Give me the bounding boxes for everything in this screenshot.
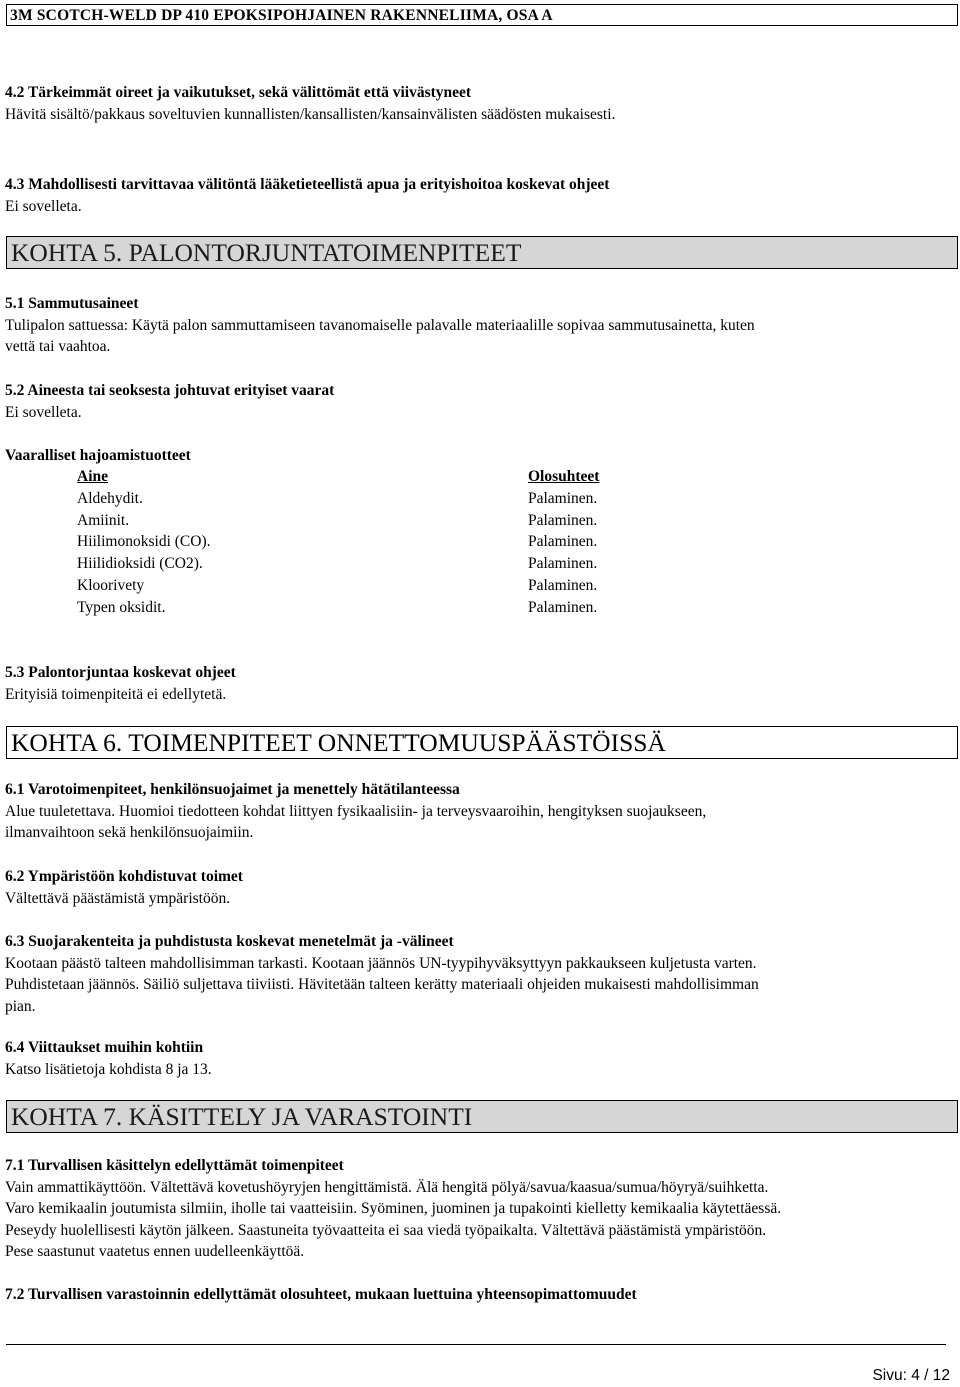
substance-column bbox=[77, 466, 210, 619]
page-number: Sivu: 4 / 12 bbox=[872, 1367, 950, 1384]
section-5-2 bbox=[5, 380, 950, 423]
condition-column bbox=[528, 466, 599, 619]
list-item: Kloorivety bbox=[77, 576, 145, 594]
section-5-1 bbox=[5, 293, 950, 358]
section-6-4 bbox=[5, 1037, 950, 1080]
section-text: Ei sovelleta. bbox=[5, 197, 82, 215]
list-item: Hiilidioksidi (CO2). bbox=[77, 555, 203, 573]
section-4-3 bbox=[5, 174, 950, 217]
section-text-line: Alue tuuletettava. Huomioi tiedotteen kohdat liittyen fysikaalisiin- ja terveysvaaroihin, hengityksen suojaukseen, bbox=[5, 802, 707, 820]
section-text: Katso lisätietoja kohdista 8 ja 13. bbox=[5, 1060, 212, 1078]
kohta-title: KOHTA 6. TOIMENPITEET ONNETTOMUUSPÄÄSTÖISSÄ bbox=[11, 728, 666, 757]
section-text-line: Varo kemikaalin joutumista silmiin, iholle tai vaatteisiin. Syöminen, juominen ja tupakointi kielletty kemikaalia käytettäessä. bbox=[5, 1200, 782, 1217]
list-item: Palaminen. bbox=[528, 511, 598, 529]
list-item: Palaminen. bbox=[528, 576, 598, 594]
products-heading: Vaaralliset hajoamistuotteet bbox=[5, 447, 191, 464]
kohta-title: KOHTA 5. PALONTORJUNTATOIMENPITEET bbox=[11, 238, 522, 267]
kohta-5-heading bbox=[6, 236, 958, 269]
column-header-condition: Olosuhteet bbox=[528, 468, 600, 485]
list-item: Aldehydit. bbox=[77, 489, 143, 507]
kohta-6-heading bbox=[6, 726, 958, 759]
list-item: Palaminen. bbox=[528, 489, 598, 507]
section-heading: 5.2 Aineesta tai seoksesta johtuvat erityiset vaarat bbox=[5, 382, 335, 399]
list-item: Hiilimonoksidi (CO). bbox=[77, 533, 211, 551]
section-text: Hävitä sisältö/pakkaus soveltuvien kunnallisten/kansallisten/kansainvälisten säädösten mukaisesti. bbox=[5, 105, 616, 123]
section-text: Erityisiä toimenpiteitä ei edellytetä. bbox=[5, 685, 227, 703]
column-header-substance: Aine bbox=[77, 468, 108, 485]
section-heading: 5.3 Palontorjuntaa koskevat ohjeet bbox=[5, 664, 236, 681]
section-text-line: Peseydy huolellisesti käytön jälkeen. Saastuneita työvaatteita ei saa viedä työpaikalta. Vältettävä päästämistä ympäristöön. bbox=[5, 1221, 767, 1239]
section-heading: 4.3 Mahdollisesti tarvittavaa välitöntä lääketieteellistä apua ja erityishoitoa koskevat ohjeet bbox=[5, 176, 610, 193]
section-text-line: ilmanvaihtoon sekä henkilönsuojaimiin. bbox=[5, 824, 254, 841]
list-item: Palaminen. bbox=[528, 598, 598, 616]
document-title: 3M SCOTCH-WELD DP 410 EPOKSIPOHJAINEN RAKENNELIIMA, OSA A bbox=[10, 7, 553, 24]
kohta-7-heading bbox=[6, 1100, 958, 1133]
products-heading-block bbox=[5, 445, 950, 467]
section-7-2 bbox=[5, 1284, 950, 1306]
section-heading: 6.3 Suojarakenteita ja puhdistusta koskevat menetelmät ja -välineet bbox=[5, 933, 454, 950]
list-item: Amiinit. bbox=[77, 511, 130, 529]
section-6-3 bbox=[5, 931, 950, 1017]
section-text: Ei sovelleta. bbox=[5, 403, 82, 421]
section-heading: 7.1 Turvallisen käsittelyn edellyttämät toimenpiteet bbox=[5, 1157, 344, 1174]
section-text-line: Kootaan päästö talteen mahdollisimman tarkasti. Kootaan jäännös UN-tyypihyväksyttyyn pakkaukseen kuljetusta varten. bbox=[5, 954, 757, 972]
section-text-line: Tulipalon sattuessa: Käytä palon sammuttamiseen tavanomaiselle palavalle materiaalille sopivaa sammutusainetta, kuten bbox=[5, 316, 755, 334]
list-item: Palaminen. bbox=[528, 533, 598, 551]
section-6-1 bbox=[5, 779, 950, 844]
section-heading: 4.2 Tärkeimmät oireet ja vaikutukset, sekä välittömät että viivästyneet bbox=[5, 84, 472, 101]
section-text-line: Pese saastunut vaatetus ennen uudelleenkäyttöä. bbox=[5, 1243, 305, 1260]
section-5-3 bbox=[5, 662, 950, 705]
section-6-2 bbox=[5, 866, 950, 909]
section-text-line: vettä tai vaahtoa. bbox=[5, 338, 111, 355]
section-heading: 5.1 Sammutusaineet bbox=[5, 295, 139, 312]
section-text-line: Puhdistetaan jäännös. Säiliö suljettava tiiviisti. Hävitetään talteen kerätty materiaali ohjeiden mukaisesti mahdollisimman bbox=[5, 976, 759, 993]
kohta-title: KOHTA 7. KÄSITTELY JA VARASTOINTI bbox=[11, 1102, 473, 1131]
section-text-line: Vain ammattikäyttöön. Vältettävä kovetushöyryjen hengittämistä. Älä hengitä pölyä/savua/kaasua/sumua/höyryä/suihketta. bbox=[5, 1178, 769, 1196]
list-item: Typen oksidit. bbox=[77, 598, 166, 616]
section-text-line: pian. bbox=[5, 997, 36, 1015]
section-text: Vältettävä päästämistä ympäristöön. bbox=[5, 889, 231, 907]
section-7-1 bbox=[5, 1155, 950, 1263]
section-heading: 7.2 Turvallisen varastoinnin edellyttämät olosuhteet, mukaan luettuina yhteensopimattomuudet bbox=[5, 1286, 637, 1303]
section-heading: 6.4 Viittaukset muihin kohtiin bbox=[5, 1039, 204, 1056]
document-header bbox=[6, 4, 958, 26]
section-4-2 bbox=[5, 82, 950, 125]
section-heading: 6.2 Ympäristöön kohdistuvat toimet bbox=[5, 868, 243, 885]
section-heading: 6.1 Varotoimenpiteet, henkilönsuojaimet ja menettely hätätilanteessa bbox=[5, 781, 460, 798]
footer-divider bbox=[6, 1344, 946, 1345]
list-item: Palaminen. bbox=[528, 555, 598, 573]
